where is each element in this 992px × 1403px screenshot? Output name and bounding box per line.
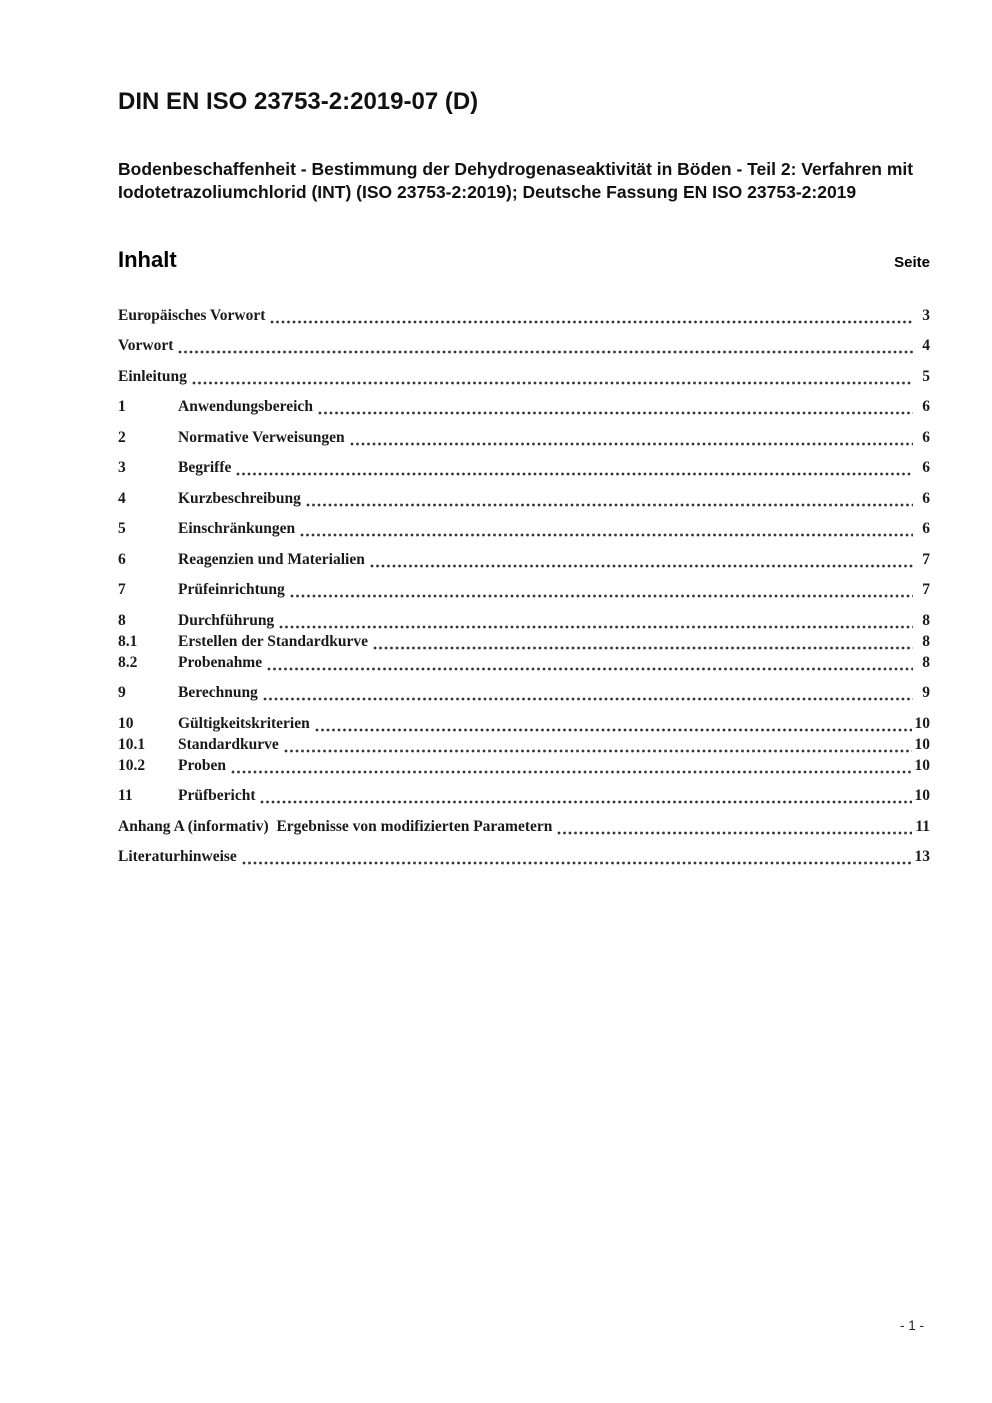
toc-entry-title: Proben [178, 756, 226, 774]
toc-entry-page: 6 [922, 428, 930, 446]
toc-row [118, 305, 930, 326]
toc-entry-page: 6 [922, 520, 930, 538]
toc-entry-number: 8 [118, 611, 126, 629]
toc-entry-title: Europäisches Vorwort [118, 306, 266, 324]
dot-leader [373, 631, 913, 652]
toc-entry-title: Erstellen der Standardkurve [178, 632, 369, 650]
toc-entry-title: Probenahme [178, 653, 263, 671]
dot-leader [263, 682, 913, 703]
dot-leader [178, 335, 913, 356]
dot-leader [267, 652, 913, 673]
toc-entry-number: 10 [118, 714, 134, 732]
toc-entry-title: Literaturhinweise [118, 848, 237, 866]
toc-row [118, 549, 930, 570]
toc-row [118, 682, 930, 703]
toc-entry-number: 6 [118, 550, 126, 568]
dot-leader [318, 396, 913, 417]
toc-entry-title: Anhang A (informativ) Ergebnisse von modifizierten Parametern [118, 817, 553, 835]
toc-entry-title: Begriffe [178, 459, 232, 477]
toc-page-column-label: Seite [894, 253, 930, 271]
toc-entry-page: 7 [922, 550, 930, 568]
toc-row [118, 366, 930, 387]
toc-entry-title: Gültigkeitskriterien [178, 714, 310, 732]
dot-leader [315, 713, 912, 734]
toc-entry-page: 10 [914, 735, 930, 753]
toc-entry-title: Prüfeinrichtung [178, 581, 285, 599]
toc-entry-title: Einschränkungen [178, 520, 296, 538]
dot-leader [300, 518, 913, 539]
toc-entry-page: 8 [922, 632, 930, 650]
dot-leader [236, 457, 913, 478]
dot-leader [370, 549, 913, 570]
toc-row [118, 579, 930, 600]
toc-entry-page: 5 [922, 367, 930, 385]
toc-entry-page: 9 [922, 684, 930, 702]
toc-row [118, 713, 930, 734]
toc-row [118, 785, 930, 806]
dot-leader [260, 785, 911, 806]
toc-entry-number: 10.2 [118, 756, 146, 774]
toc-entry-number: 7 [118, 581, 126, 599]
toc-row [118, 816, 930, 837]
toc-row [118, 427, 930, 448]
toc-header [118, 247, 930, 273]
toc-entry-title: Reagenzien und Materialien [178, 550, 365, 568]
toc-entry-number: 8.1 [118, 632, 138, 650]
toc-entry-page: 8 [922, 611, 930, 629]
toc-entry-page: 3 [922, 306, 930, 324]
toc-list [118, 305, 930, 868]
toc-entry-page: 6 [922, 398, 930, 416]
dot-leader [192, 366, 913, 387]
toc-entry-page: 11 [915, 817, 930, 835]
toc-heading: Inhalt [118, 246, 177, 272]
toc-entry-title: Vorwort [118, 337, 174, 355]
document-title: Bodenbeschaffenheit - Bestimmung der Dehydrogenaseaktivität in Böden - Teil 2: Verfahren mit Iodotetrazoliumchlorid (INT) (ISO 23753-2:2019); Deutsche Fassung EN ISO 23753-2:2019 [118, 159, 914, 203]
dot-leader [270, 305, 913, 326]
toc-row [118, 457, 930, 478]
toc-entry-page: 10 [914, 756, 930, 774]
toc-entry-title: Berechnung [178, 684, 258, 702]
toc-entry-title: Durchführung [178, 611, 275, 629]
toc-entry-number: 9 [118, 684, 126, 702]
toc-row [118, 488, 930, 509]
toc-row [118, 734, 930, 755]
toc-entry-title: Standardkurve [178, 735, 279, 753]
toc-row [118, 335, 930, 356]
dot-leader [290, 579, 913, 600]
toc-entry-number: 11 [118, 787, 133, 805]
toc-row [118, 631, 930, 652]
toc-row [118, 846, 930, 867]
toc-entry-title: Prüfbericht [178, 787, 256, 805]
toc-entry-page: 7 [922, 581, 930, 599]
toc-entry-page: 8 [922, 653, 930, 671]
toc-row [118, 518, 930, 539]
toc-entry-page: 6 [922, 489, 930, 507]
toc-entry-title: Einleitung [118, 367, 187, 385]
dot-leader [242, 846, 912, 867]
toc-entry-number: 3 [118, 459, 126, 477]
toc-entry-page: 10 [914, 714, 930, 732]
toc-entry-title: Anwendungsbereich [178, 398, 313, 416]
toc-entry-title: Normative Verweisungen [178, 428, 345, 446]
toc-entry-page: 4 [922, 337, 930, 355]
dot-leader [231, 755, 912, 776]
dot-leader [306, 488, 913, 509]
document-code: DIN EN ISO 23753-2:2019-07 (D) [118, 88, 479, 115]
dot-leader [350, 427, 913, 448]
toc-row [118, 396, 930, 417]
dot-leader [279, 610, 913, 631]
toc-row [118, 755, 930, 776]
toc-entry-number: 8.2 [118, 653, 138, 671]
toc-row [118, 652, 930, 673]
dot-leader [557, 816, 912, 837]
toc-entry-page: 6 [922, 459, 930, 477]
toc-entry-page: 10 [914, 787, 930, 805]
toc-entry-number: 2 [118, 428, 126, 446]
page-number-footer: - 1 - [899, 1318, 924, 1333]
dot-leader [284, 734, 912, 755]
toc-entry-number: 4 [118, 489, 126, 507]
toc-entry-page: 13 [914, 848, 930, 866]
toc-entry-title: Kurzbeschreibung [178, 489, 301, 507]
toc-row [118, 610, 930, 631]
toc-entry-number: 5 [118, 520, 126, 538]
toc-entry-number: 1 [118, 398, 126, 416]
toc-entry-number: 10.1 [118, 735, 146, 753]
